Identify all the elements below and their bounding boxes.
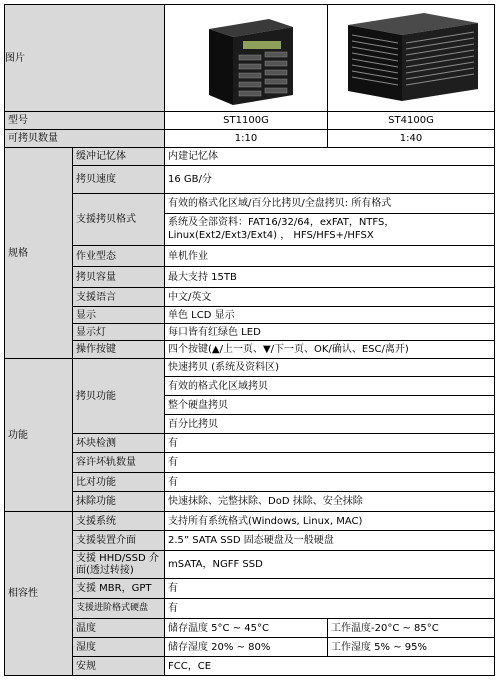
spec-value-mode: 单机作业: [165, 246, 495, 267]
compat-value-os: 支持所有系统格式(Windows, Linux, MAC): [165, 512, 495, 531]
func-value-erase: 快速抹除、完整抹除、DoD 抹除、安全抹除: [165, 492, 495, 512]
func-label-erase: 抹除功能: [73, 492, 165, 512]
spec-value-buffer: 内建记忆体: [165, 148, 495, 166]
format-line-2: 系统及全部资料：FAT16/32/64，exFAT，NTFS，: [168, 217, 395, 228]
compat-value-advanced-format: 有: [165, 599, 495, 619]
copy-item-percent: 百分比拷贝: [165, 415, 495, 434]
compat-label-interface: 支援装置介面: [73, 531, 165, 551]
spec-label-mode: 作业型态: [73, 246, 165, 267]
spec-label-speed: 拷贝速度: [73, 166, 165, 194]
compat-label-mbr-gpt: 支援 MBR，GPT: [73, 579, 165, 599]
copy-item-quick: 快速拷贝 (系统及资料区): [165, 359, 495, 377]
spec-label-capacity: 拷贝容量: [73, 267, 165, 288]
compat-label-temperature: 温度: [73, 619, 165, 638]
spec-label-buffer: 缓冲记忆体: [73, 148, 165, 166]
group-spec: 规格: [5, 148, 73, 359]
func-label-compare: 比对功能: [73, 473, 165, 492]
compat-value-mbr-gpt: 有: [165, 579, 495, 599]
spec-label-language: 支援语言: [73, 288, 165, 307]
product-image-st1100g: [165, 5, 328, 112]
picture-label: 图片: [5, 52, 25, 64]
compat-label-humidity: 湿度: [73, 638, 165, 657]
func-value-bad-track: 有: [165, 453, 495, 473]
func-label-copy: 拷贝功能: [73, 359, 165, 434]
temperature-operating: 工作温度-20°C ~ 85°C: [328, 619, 495, 638]
model-st4100g: ST4100G: [328, 112, 495, 130]
func-label-bad-track: 容许坏轨数量: [73, 453, 165, 473]
spec-label-display: 显示: [73, 307, 165, 324]
group-compat: 相容性: [5, 512, 73, 676]
func-label-bad-block: 坏块检测: [73, 434, 165, 453]
duplicator-40-bay-image: [328, 5, 492, 111]
ratio-st1100g: 1:10: [165, 130, 328, 148]
model-st1100g: ST1100G: [165, 112, 328, 130]
spec-value-display: 单色 LCD 显示: [165, 307, 495, 324]
spec-table: [4, 4, 495, 676]
copy-item-valid-area: 有效的格式化区域拷贝: [165, 377, 495, 396]
compat-label-advanced-format: 支援进阶格式硬盘: [73, 599, 165, 619]
duplicator-10-bay-image: [165, 5, 325, 111]
copy-item-whole-disk: 整个硬盘拷贝: [165, 396, 495, 415]
temperature-storage: 储存温度 5°C ~ 45°C: [165, 619, 328, 638]
spec-value-keys: 四个按键(▲/上一页、▼/下一页、OK/确认、ESC/离开): [165, 341, 495, 359]
spec-value-speed: 16 GB/分: [165, 166, 495, 194]
func-value-compare: 有: [165, 473, 495, 492]
compat-label-os: 支援系统: [73, 512, 165, 531]
model-label: 型号: [5, 112, 165, 130]
spec-value-led: 每口皆有红绿色 LED: [165, 324, 495, 341]
compat-value-interface: 2.5” SATA SSD 固态硬盘及一般硬盘: [165, 531, 495, 551]
spec-label-keys: 操作按键: [73, 341, 165, 359]
spec-value-capacity: 最大支持 15TB: [165, 267, 495, 288]
compat-value-adapter: mSATA，NGFF SSD: [165, 551, 495, 579]
func-value-bad-block: 有: [165, 434, 495, 453]
product-image-st4100g: [328, 5, 495, 112]
humidity-operating: 工作湿度 5% ~ 95%: [328, 638, 495, 657]
group-function: 功能: [5, 359, 73, 512]
ratio-st4100g: 1:40: [328, 130, 495, 148]
format-line-1: 有效的格式化区域/百分比拷贝/全盘拷贝: 所有格式: [165, 195, 494, 214]
picture-label-cell: [5, 5, 165, 112]
compat-value-safety: FCC，CE: [165, 657, 495, 676]
spec-label-format: 支援拷贝格式: [73, 194, 165, 246]
compat-label-adapter: 支援 HHD/SSD 介面(透过转接): [73, 551, 165, 579]
spec-label-led: 显示灯: [73, 324, 165, 341]
humidity-storage: 储存湿度 20% ~ 80%: [165, 638, 328, 657]
compat-label-safety: 安规: [73, 657, 165, 676]
spec-value-language: 中文/英文: [165, 288, 495, 307]
ratio-label: 可拷贝数量: [5, 130, 165, 148]
spec-value-format: [165, 194, 495, 246]
format-line-3: Linux(Ext2/Ext3/Ext4) ， HFS/HFS+/HFSX: [168, 230, 374, 241]
